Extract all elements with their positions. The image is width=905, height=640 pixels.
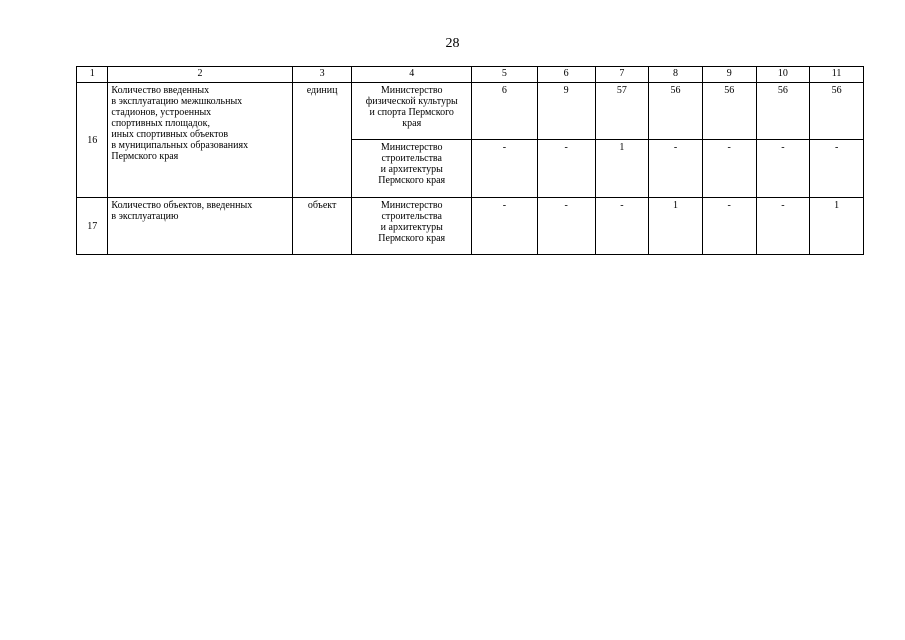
value-cell: - [756, 140, 810, 198]
executor-text: Министерство физической культуры и спорта Пермского края [365, 85, 458, 129]
value-cell: - [702, 140, 756, 198]
unit-cell: объект [292, 198, 352, 255]
unit-cell: единиц [292, 83, 352, 198]
value-cell: 56 [756, 83, 810, 140]
indicator-name [108, 198, 292, 255]
table-row [77, 83, 864, 140]
value-cell: 1 [649, 198, 703, 255]
indicator-text: Количество введенных в эксплуатацию межшкольных стадионов, устроенных спортивных площадок, иных спортивных объектов в муниципальных образованиях Пермского края [111, 85, 249, 162]
value-cell: - [810, 140, 864, 198]
column-header: 3 [292, 67, 352, 83]
value-cell: 57 [595, 83, 649, 140]
value-cell: 1 [595, 140, 649, 198]
value-cell: - [702, 198, 756, 255]
row-number: 17 [77, 198, 108, 255]
column-header: 9 [702, 67, 756, 83]
executor-name [352, 140, 472, 198]
page-number: 28 [445, 36, 460, 51]
value-cell: 56 [702, 83, 756, 140]
value-cell: - [471, 198, 537, 255]
column-header: 8 [649, 67, 703, 83]
table-row [77, 198, 864, 255]
indicator-name [108, 83, 292, 198]
executor-name [352, 83, 472, 140]
column-header: 6 [537, 67, 595, 83]
column-header: 4 [352, 67, 472, 83]
column-header: 7 [595, 67, 649, 83]
indicators-table [76, 66, 864, 255]
value-cell: 9 [537, 83, 595, 140]
column-header: 2 [108, 67, 292, 83]
column-header: 5 [471, 67, 537, 83]
value-cell: 56 [810, 83, 864, 140]
column-header: 11 [810, 67, 864, 83]
value-cell: - [649, 140, 703, 198]
value-cell: - [756, 198, 810, 255]
value-cell: - [471, 140, 537, 198]
executor-text: Министерство строительства и архитектуры Пермского края [378, 142, 446, 186]
executor-text: Министерство строительства и архитектуры Пермского края [378, 200, 446, 244]
value-cell: 1 [810, 198, 864, 255]
column-header: 1 [77, 67, 108, 83]
value-cell: 56 [649, 83, 703, 140]
header-row [77, 67, 864, 83]
executor-name [352, 198, 472, 255]
value-cell: - [537, 198, 595, 255]
row-number: 16 [77, 83, 108, 198]
value-cell: - [537, 140, 595, 198]
indicator-text: Количество объектов, введенных в эксплуатацию [111, 200, 253, 222]
value-cell: - [595, 198, 649, 255]
column-header: 10 [756, 67, 810, 83]
value-cell: 6 [471, 83, 537, 140]
